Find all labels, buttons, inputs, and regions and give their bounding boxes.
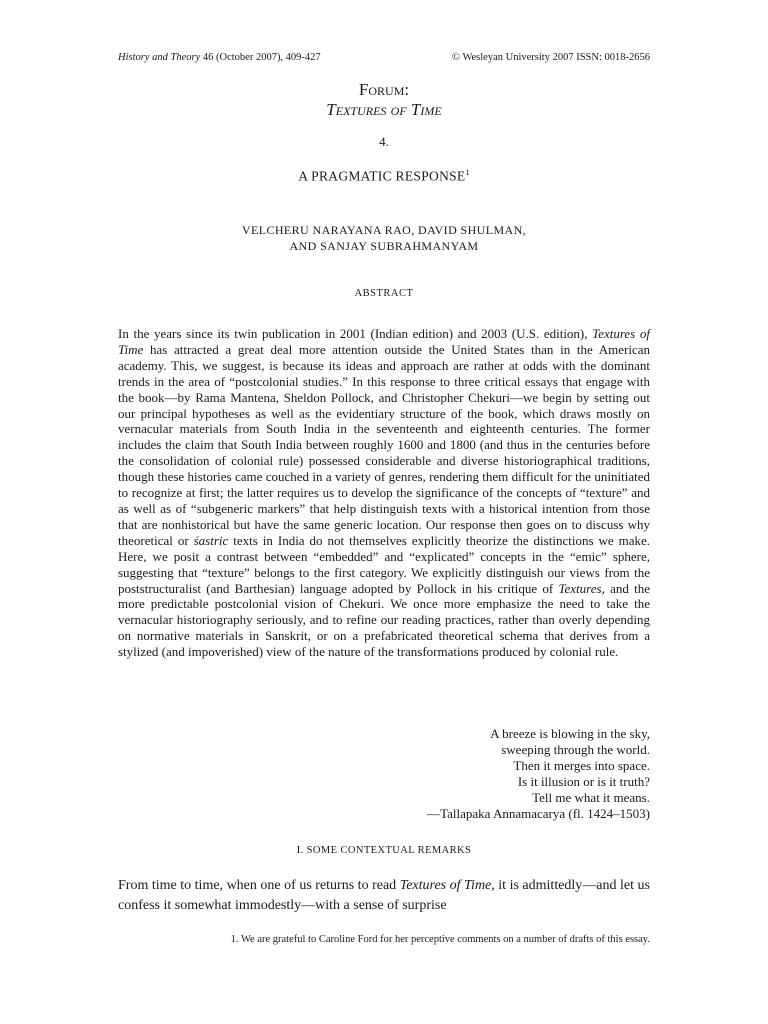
abstract-text: , and the more predictable postcolonial vision of Chekuri. We once more emphasize the need to take the vernacular historiography seriously, and to refine our reading practices, rather than overly depending on normative materials in Sanskrit, or on a prefabricated theoretical schema that derives from a stylized (and impoverished) view of the nature of the transformations produced by colonial rule. [118, 580, 651, 660]
abstract-book-title: Textures of Time [118, 326, 650, 357]
abstract-heading: ABSTRACT [354, 288, 414, 299]
abstract-text: has attracted a great deal more attention outside the United States than in the American academy. This, we suggest, is because its ideas and approach are rather at odds with the dominant trends in the area of “postcolonial studies.” In this response to three critical essays that engage with the book—by Rama Mantena, Sheldon Pollock, and Christopher Chekuri—we begin by setting out our principal hypotheses as well as the evidentiary structure of the book, which draws mostly on vernacular materials from South India in the seventeenth and eighteenth centuries. The former includes the claim that South India between roughly 1600 and 1800 (and thus in the centuries before the consolidation of colonial rule) possessed considerable and diverse historiographical traditions, though these histories came couched in a variety of genres, rendering them difficult for the uninitiated to recognize at first; the latter requires us to develop the significance of the concepts of “texture” and as well as of “subgeneric markers” that help distinguish texts with a historical intention from those that are nonhistorical but have the same generic location. Our response then goes on to discuss why theoretical or [118, 341, 650, 548]
epigraph-line: Is it illusion or is it truth? [517, 774, 650, 789]
forum-label: Forum: [358, 80, 410, 99]
issue-pages: 46 (October 2007), 409-427 [200, 52, 321, 63]
abstract-paragraph [118, 326, 650, 660]
body-text: From time to time, when one of us returns to read [118, 878, 400, 893]
abstract-text: In the years since its twin publication in 2001 (Indian edition) and 2003 (U.S. edition), [118, 326, 593, 341]
article-title-text: A PRAGMATIC RESPONSE [298, 168, 466, 184]
article-number: 4. [379, 134, 389, 149]
epigraph-line: Then it merges into space. [513, 758, 650, 773]
epigraph-line: sweeping through the world. [501, 742, 650, 757]
author-list [118, 222, 650, 254]
body-text: , it is admittedly—and let us confess it somewhat immodestly—with a sense of surprise [118, 878, 651, 913]
footnote-marker: 1 [465, 168, 470, 177]
footnote: 1. We are grateful to Caroline Ford for her perceptive comments on a number of drafts of this essay. [230, 934, 650, 945]
body-paragraph [118, 876, 650, 916]
section-heading: I. SOME CONTEXTUAL REMARKS [296, 845, 472, 856]
authors-line-1: VELCHERU NARAYANA RAO, DAVID SHULMAN, [241, 223, 527, 237]
journal-page [118, 0, 650, 1024]
body-book-title: Textures of Time [399, 878, 492, 893]
article-title [118, 168, 650, 185]
forum-subtitle: Textures of Time [326, 100, 442, 119]
epigraph-attribution: —Tallapaka Annamacarya (fl. 1424–1503) [427, 806, 650, 821]
abstract-text: texts in India do not themselves explicitly theorize the distinctions we make. Here, we posit a contrast between “embedded” and “explicated” concepts in the “emic” sphere, suggesting that “texture” belongs to the first category. We explicitly distinguish our views from the poststructuralist (and Barthesian) language adopted by Pollock in his critique of [118, 532, 650, 596]
epigraph-line: A breeze is blowing in the sky, [490, 726, 650, 741]
journal-citation [118, 52, 321, 63]
epigraph-line: Tell me what it means. [532, 790, 650, 805]
running-head [118, 52, 650, 63]
forum-title-block [118, 80, 650, 120]
copyright-notice: © Wesleyan University 2007 ISSN: 0018-2656 [452, 52, 650, 63]
epigraph [270, 726, 650, 822]
journal-name: History and Theory [118, 52, 201, 63]
abstract-book-title: Textures [558, 580, 602, 596]
abstract-term: śastric [193, 532, 229, 548]
authors-line-2: AND SANJAY SUBRAHMANYAM [289, 239, 479, 253]
